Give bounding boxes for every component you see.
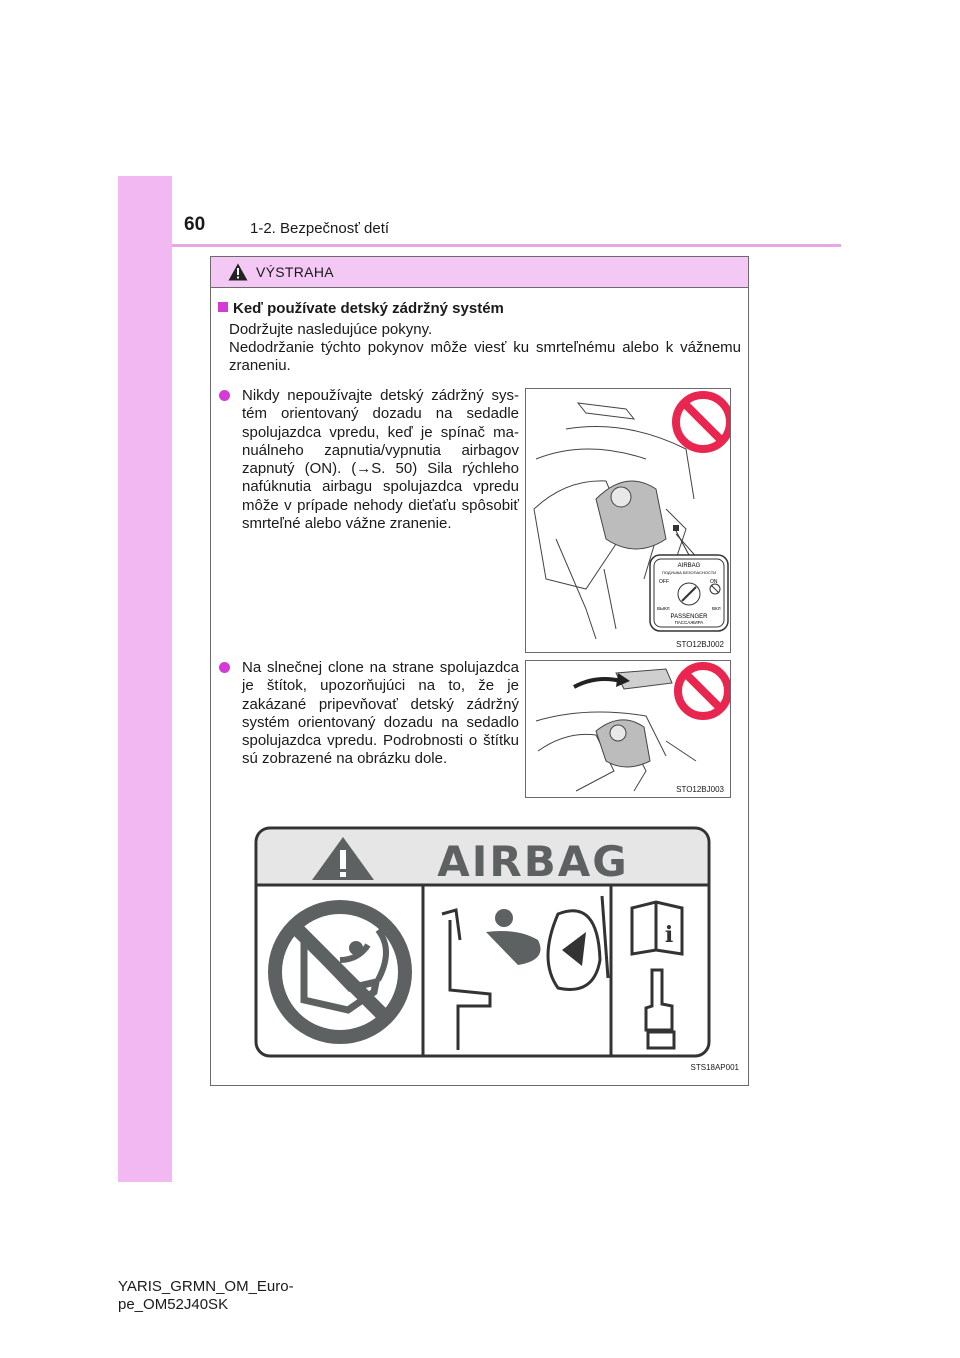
airbag-warning-label: [228, 810, 741, 1076]
svg-text:i: i: [664, 922, 674, 948]
warning-triangle-icon: [228, 263, 248, 281]
svg-text:ON: ON: [710, 579, 718, 585]
intro-line: Nedodržanie týchto pokynov môže viesť ku smrteľnému alebo k vážnemu zraneniu.: [229, 339, 741, 375]
svg-text:ПАССАЖИРА: ПАССАЖИРА: [674, 620, 704, 625]
bullet-text: Nikdy nepoužívajte detský zádržný systém orientovaný dozadu na sedadle spolujazdca vpredu, keď je spínač manuálneho zapnutia/vypnutia airbagov zapnutý (ON). (→S. 50) Sila rýchleho nafúknutia airbagu spolujazdca vpredu môže v prípade nehody dieťaťu spôsobiť smrteľné alebo vážne zranenie.: [242, 387, 519, 533]
figure-code: STO12BJ003: [676, 785, 724, 794]
svg-text:OFF: OFF: [659, 579, 669, 585]
intro-line: Dodržujte nasledujúce pokyny.: [229, 321, 433, 338]
bullet-dot-icon: [219, 390, 230, 401]
header-rule: [172, 244, 841, 247]
figure-sun-visor: [525, 660, 731, 798]
warning-box: [210, 256, 749, 1086]
figure-rear-facing-seat: [525, 388, 731, 653]
section-title: 1-2. Bezpečnosť detí: [250, 220, 390, 237]
svg-text:AIRBAG: AIRBAG: [437, 837, 629, 886]
svg-text:ПОДУШКА БЕЗОПАСНОСТИ: ПОДУШКА БЕЗОПАСНОСТИ: [661, 570, 717, 575]
figure-code: STS18AP001: [690, 1063, 739, 1072]
bullet-item: [219, 659, 519, 769]
svg-text:ВКЛ: ВКЛ: [712, 606, 721, 611]
bullet-item: [219, 387, 519, 533]
bullet-dot-icon: [219, 662, 230, 673]
svg-text:ВЫКЛ: ВЫКЛ: [657, 606, 670, 611]
warning-header: [211, 257, 748, 288]
square-bullet-icon: [218, 302, 228, 312]
car-interior-illustration: [526, 389, 730, 652]
warning-title: VÝSTRAHA: [256, 264, 334, 280]
warning-intro: [229, 321, 741, 376]
warning-subheading: Keď používate detský zádržný systém: [218, 300, 504, 317]
svg-text:PASSENGER: PASSENGER: [670, 614, 708, 620]
page-number: 60: [184, 214, 206, 235]
figure-airbag-label: [228, 810, 741, 1076]
footer-doc-id: YARIS_GRMN_OM_Euro- pe_OM52J40SK: [118, 1278, 294, 1313]
sun-visor-illustration: [526, 661, 730, 797]
svg-text:AIRBAG: AIRBAG: [677, 563, 701, 569]
side-tab: [118, 176, 172, 1182]
figure-code: STO12BJ002: [676, 640, 724, 649]
bullet-text: Na slnečnej clone na strane spolujazdca je štítok, upozorňujúci na to, že je zakázané pripevňovať detský zádržný systém orientovaný dozadu na sedadlo spolujazdca vpredu. Podrobnosti o štítku sú zobrazené na obrázku dole.: [242, 659, 519, 768]
